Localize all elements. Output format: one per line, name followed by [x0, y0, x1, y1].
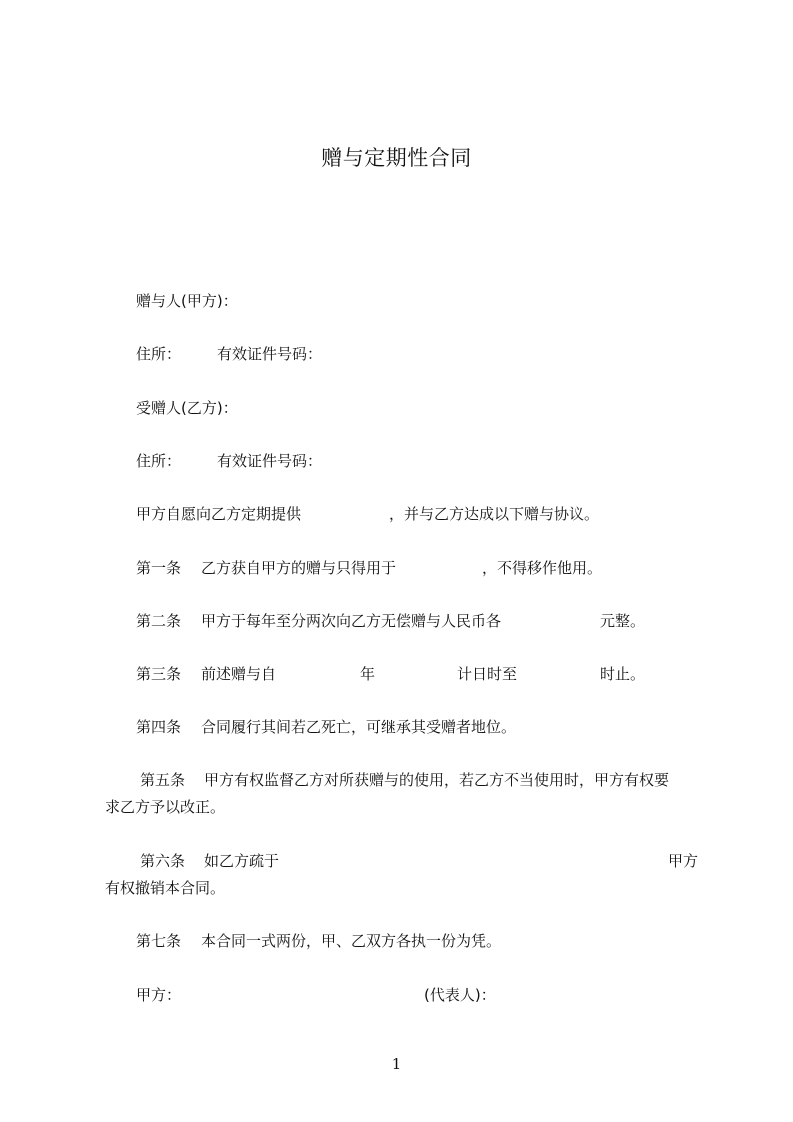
- representative-label: (代表人)：: [424, 986, 496, 1004]
- article5-text-line1: 甲方有权监督乙方对所获赠与的使用，若乙方不当使用时，甲方有权要: [204, 771, 670, 789]
- donor-id-label: 有效证件号码：: [217, 345, 323, 363]
- donee-address-label: 住所：: [136, 452, 182, 470]
- article2-label: 第二条: [136, 612, 182, 630]
- article2-text-part2: 元整。: [600, 612, 646, 630]
- article3-text-part2: 年: [360, 665, 376, 683]
- page-number: 1: [391, 1055, 402, 1073]
- donee-id-label: 有效证件号码：: [217, 452, 323, 470]
- article5-text-line2: 求乙方予以改正。: [105, 798, 226, 816]
- article5-label: 第五条: [140, 771, 186, 789]
- article6-text-line2: 有权撤销本合同。: [105, 879, 226, 897]
- article3-text-part1: 前述赠与自: [201, 665, 277, 683]
- document-title: 赠与定期性合同: [321, 146, 472, 170]
- article4-text: 合同履行其间若乙死亡，可继承其受赠者地位。: [201, 718, 517, 736]
- article2-text-part1: 甲方于每年至分两次向乙方无偿赠与人民币各: [201, 612, 502, 630]
- article3-label: 第三条: [136, 665, 182, 683]
- article1-text-part1: 乙方获自甲方的赠与只得用于: [201, 559, 397, 577]
- donor-address-label: 住所：: [136, 345, 182, 363]
- article4-label: 第四条: [136, 718, 182, 736]
- donor-label: 赠与人(甲方)：: [136, 292, 238, 310]
- article1-text-part2: ，不得移作他用。: [482, 559, 603, 577]
- article6-label: 第六条: [140, 852, 186, 870]
- intro-text-part1: 甲方自愿向乙方定期提供: [136, 505, 302, 523]
- article3-text-part3: 计日时至: [457, 665, 518, 683]
- donee-label: 受赠人(乙方)：: [136, 399, 238, 417]
- article3-text-part4: 时止。: [600, 665, 646, 683]
- article1-label: 第一条: [136, 559, 182, 577]
- article6-text-part1: 如乙方疏于: [204, 852, 280, 870]
- article6-text-part2: 甲方: [668, 852, 699, 870]
- intro-text-part2: ，并与乙方达成以下赠与协议。: [389, 505, 600, 523]
- article7-label: 第七条: [136, 932, 182, 950]
- article7-text: 本合同一式两份，甲、乙双方各执一份为凭。: [201, 932, 502, 950]
- party-a-signature-label: 甲方：: [136, 986, 182, 1004]
